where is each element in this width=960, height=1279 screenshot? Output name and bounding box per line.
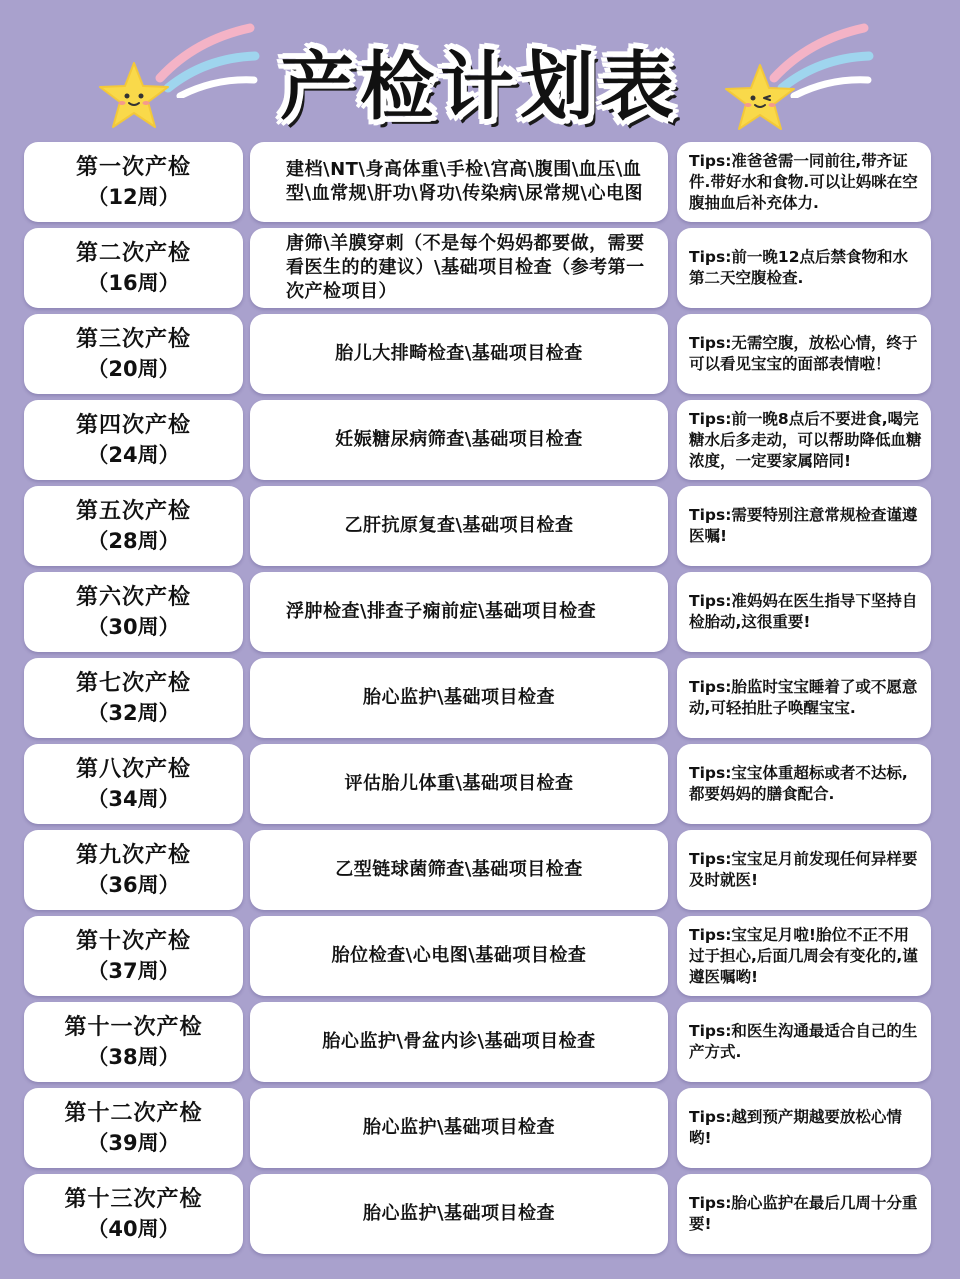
- exam-items: 唐筛\羊膜穿刺（不是每个妈妈都要做，需要看医生的的建议）\基础项目检查（参考第一次产检项目）: [286, 233, 645, 302]
- visit-week: （40周）: [87, 1217, 180, 1241]
- items-cell: [250, 830, 668, 910]
- visit-cell: [24, 658, 243, 738]
- tips-text: Tips:准妈妈在医生指导下坚持自检胎动,这很重要!: [689, 592, 918, 631]
- tips-cell: [677, 314, 931, 394]
- star-mascot-right-icon: [722, 62, 798, 134]
- exam-items: 胎儿大排畸检查\基础项目检查: [335, 343, 583, 364]
- tips-cell: [677, 142, 931, 222]
- visit-week: （39周）: [87, 1131, 180, 1155]
- tips-text: Tips:宝宝足月前发现任何异样要及时就医!: [689, 850, 918, 889]
- visit-name: 第五次产检: [75, 499, 191, 524]
- tips-text: Tips:越到预产期越要放松心情哟!: [689, 1108, 902, 1147]
- exam-items: 胎心监护\基础项目检查: [362, 1203, 556, 1224]
- items-cell: [250, 658, 668, 738]
- exam-items: 胎心监护\骨盆内诊\基础项目检查: [322, 1031, 596, 1052]
- table-row: [24, 830, 936, 910]
- table-row: [24, 1002, 936, 1082]
- tips-text: Tips:需要特别注意常规检查谨遵医嘱!: [689, 506, 918, 545]
- visit-cell: [24, 400, 243, 480]
- tips-text: Tips:胎监时宝宝睡着了或不愿意动,可轻拍肚子唤醒宝宝.: [689, 678, 918, 717]
- visit-name: 第十二次产检: [64, 1101, 203, 1126]
- tips-cell: [677, 744, 931, 824]
- table-row: [24, 1088, 936, 1168]
- exam-items: 胎心监护\基础项目检查: [362, 1117, 556, 1138]
- tips-cell: [677, 830, 931, 910]
- tips-cell: [677, 228, 931, 308]
- table-row: [24, 486, 936, 566]
- visit-name: 第一次产检: [75, 155, 191, 180]
- tips-text: Tips:和医生沟通最适合自己的生产方式.: [689, 1022, 918, 1061]
- tips-text: Tips:前一晚12点后禁食物和水第二天空腹检查.: [689, 248, 908, 287]
- visit-name: 第八次产检: [75, 757, 191, 782]
- table-row: [24, 744, 936, 824]
- exam-items: 胎心监护\基础项目检查: [362, 687, 556, 708]
- visit-name: 第十次产检: [75, 929, 191, 954]
- tips-cell: [677, 1002, 931, 1082]
- visit-cell: [24, 916, 243, 996]
- items-cell: [250, 916, 668, 996]
- table-row: [24, 572, 936, 652]
- exam-items: 乙肝抗原复查\基础项目检查: [344, 515, 574, 536]
- exam-items: 妊娠糖尿病筛查\基础项目检查: [335, 429, 583, 450]
- exam-items: 评估胎儿体重\基础项目检查: [344, 773, 574, 794]
- visit-cell: [24, 830, 243, 910]
- exam-items: 浮肿检查\排查子痫前症\基础项目检查: [286, 601, 597, 622]
- visit-name: 第九次产检: [75, 843, 191, 868]
- visit-week: （24周）: [87, 443, 180, 467]
- header: [0, 0, 960, 140]
- tips-cell: [677, 916, 931, 996]
- visit-week: （38周）: [87, 1045, 180, 1069]
- visit-week: （20周）: [87, 357, 180, 381]
- visit-name: 第三次产检: [75, 327, 191, 352]
- items-cell: [250, 1088, 668, 1168]
- items-cell: [250, 1002, 668, 1082]
- tips-cell: [677, 400, 931, 480]
- visit-cell: [24, 744, 243, 824]
- table-row: [24, 228, 936, 308]
- visit-week: （37周）: [87, 959, 180, 983]
- visit-week: （36周）: [87, 873, 180, 897]
- visit-name: 第二次产检: [75, 241, 191, 266]
- table-row: [24, 658, 936, 738]
- table-row: [24, 400, 936, 480]
- tips-text: Tips:准爸爸需一同前往,带齐证件.带好水和食物.可以让妈咪在空腹抽血后补充体力.: [689, 151, 918, 212]
- visit-cell: [24, 572, 243, 652]
- tips-text: Tips:胎心监护在最后几周十分重要!: [689, 1194, 918, 1233]
- visit-cell: [24, 486, 243, 566]
- visit-cell: [24, 1088, 243, 1168]
- tips-cell: [677, 1174, 931, 1254]
- table-row: [24, 142, 936, 222]
- exam-items: 乙型链球菌筛查\基础项目检查: [335, 859, 583, 880]
- visit-week: （16周）: [87, 271, 180, 295]
- visit-week: （34周）: [87, 787, 180, 811]
- items-cell: [250, 228, 668, 308]
- visit-cell: [24, 228, 243, 308]
- visit-name: 第七次产检: [75, 671, 191, 696]
- tips-text: Tips:宝宝体重超标或者不达标,都要妈妈的膳食配合.: [689, 764, 908, 803]
- items-cell: [250, 400, 668, 480]
- table-row: [24, 314, 936, 394]
- visit-name: 第十一次产检: [64, 1015, 203, 1040]
- visit-name: 第四次产检: [75, 413, 191, 438]
- exam-items: 胎位检查\心电图\基础项目检查: [331, 945, 587, 966]
- visit-week: （12周）: [87, 185, 180, 209]
- tips-cell: [677, 572, 931, 652]
- tips-cell: [677, 1088, 931, 1168]
- table-row: [24, 1174, 936, 1254]
- items-cell: [250, 572, 668, 652]
- visit-cell: [24, 314, 243, 394]
- tips-text: Tips:前一晚8点后不要进食,喝完糖水后多走动，可以帮助降低血糖浓度，一定要家属陪同!: [689, 409, 922, 470]
- tips-text: Tips:宝宝足月啦!胎位不正不用过于担心,后面几周会有变化的,谨遵医嘱哟!: [689, 925, 918, 986]
- visit-cell: [24, 1174, 243, 1254]
- items-cell: [250, 486, 668, 566]
- items-cell: [250, 1174, 668, 1254]
- visit-cell: [24, 1002, 243, 1082]
- checkup-schedule-table: [24, 142, 936, 1260]
- page-title: 产检计划表: [280, 44, 680, 130]
- tips-text: Tips:无需空腹，放松心情，终于可以看见宝宝的面部表情啦！: [689, 334, 918, 373]
- exam-items: 建档\NT\身高体重\手检\宫高\腹围\血压\血型\血常规\肝功\肾功\传染病\尿常规\心电图: [286, 159, 643, 204]
- visit-name: 第十三次产检: [64, 1187, 203, 1212]
- visit-week: （32周）: [87, 701, 180, 725]
- items-cell: [250, 314, 668, 394]
- table-row: [24, 916, 936, 996]
- tips-cell: [677, 486, 931, 566]
- items-cell: [250, 744, 668, 824]
- visit-week: （28周）: [87, 529, 180, 553]
- visit-cell: [24, 142, 243, 222]
- tips-cell: [677, 658, 931, 738]
- items-cell: [250, 142, 668, 222]
- visit-week: （30周）: [87, 615, 180, 639]
- visit-name: 第六次产检: [75, 585, 191, 610]
